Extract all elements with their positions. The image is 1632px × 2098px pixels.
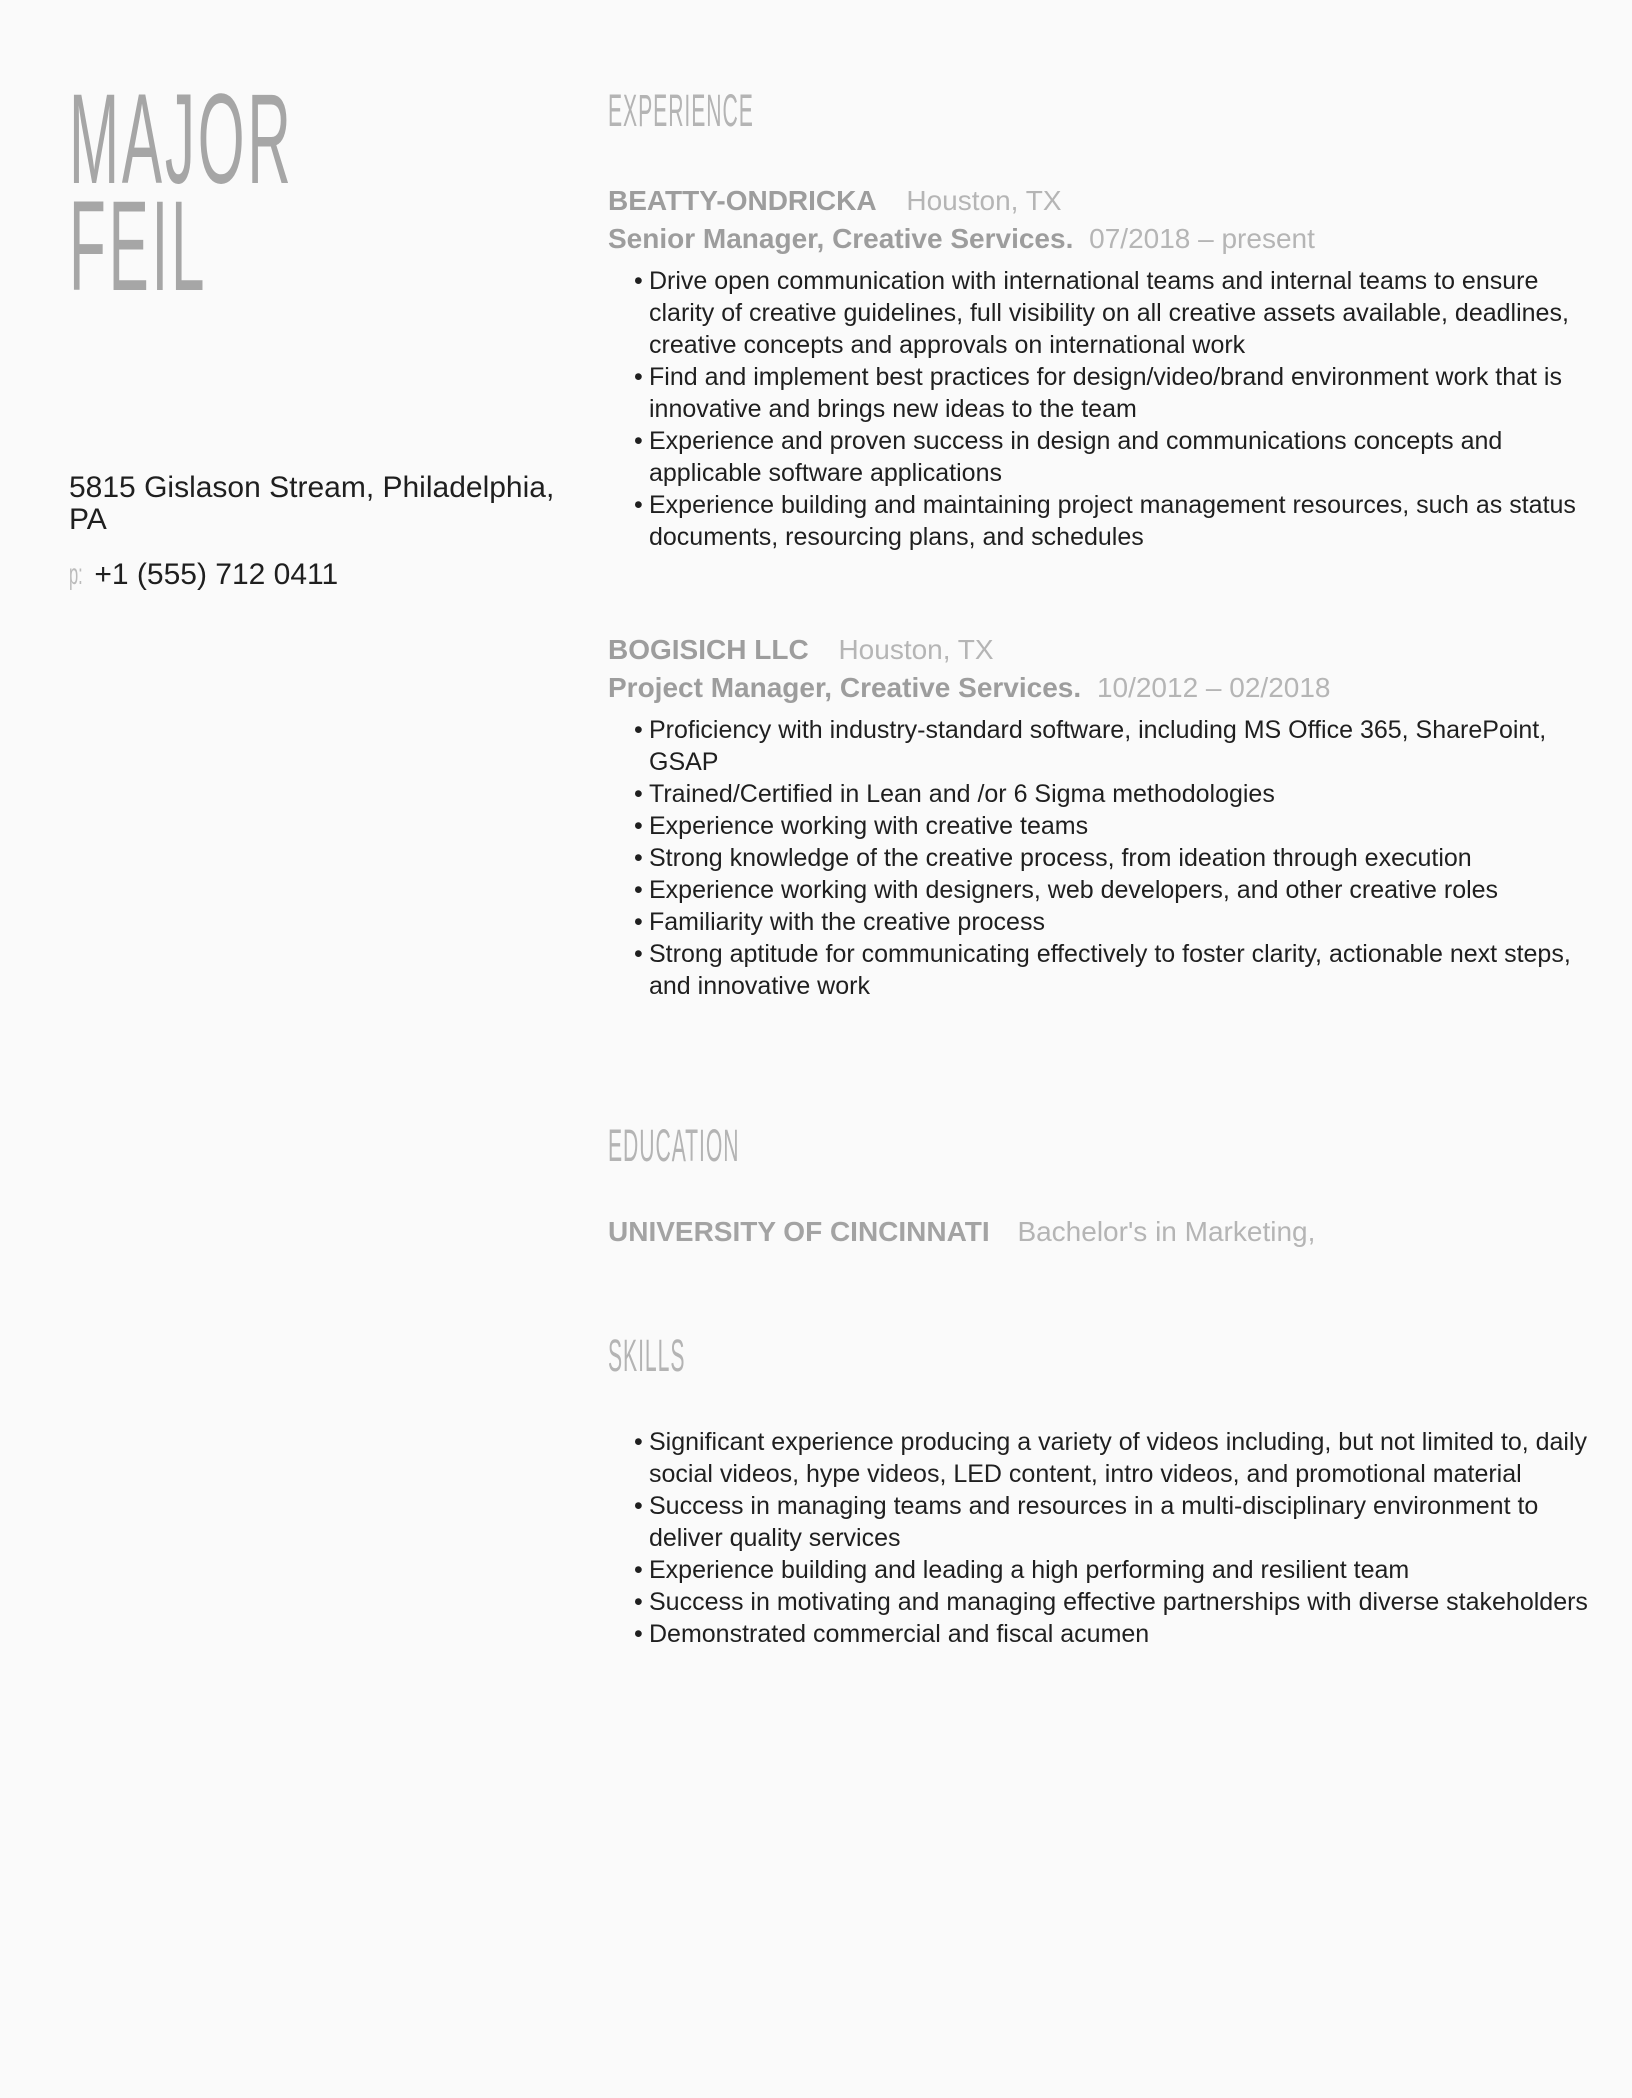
job-bullet: • Familiarity with the creative process xyxy=(649,906,1589,938)
degree: Bachelor's in Marketing, xyxy=(1017,1216,1316,1247)
job-bullet-list xyxy=(608,714,1589,1002)
skill-bullet: • Demonstrated commercial and fiscal acumen xyxy=(649,1618,1589,1650)
job-dates: 10/2012 – 02/2018 xyxy=(1096,672,1331,703)
job-title: Senior Manager, Creative Services. xyxy=(608,223,1074,254)
job-title-line xyxy=(608,671,1608,705)
job-bullet: • Strong knowledge of the creative process, from ideation through execution xyxy=(649,842,1589,874)
company-line xyxy=(608,184,1608,218)
job-title: Project Manager, Creative Services. xyxy=(608,672,1082,703)
job-bullet: • Find and implement best practices for design/video/brand environment work that is innovative and brings new ideas to the team xyxy=(649,361,1589,425)
job-title-line xyxy=(608,222,1608,256)
company-name: BOGISICH LLC xyxy=(608,634,809,665)
skill-bullet: • Experience building and leading a high performing and resilient team xyxy=(649,1554,1589,1586)
left-column xyxy=(69,0,589,591)
company-name: BEATTY-ONDRICKA xyxy=(608,185,877,216)
education-entry xyxy=(608,1215,1608,1249)
job-bullet: • Experience and proven success in design and communications concepts and applicable software applications xyxy=(649,425,1589,489)
job-entry xyxy=(608,633,1608,1002)
candidate-last-name: FEIL xyxy=(69,175,208,318)
job-bullet: • Trained/Certified in Lean and /or 6 Sigma methodologies xyxy=(649,778,1589,810)
company-line xyxy=(608,633,1608,667)
candidate-first-name: MAJOR xyxy=(69,68,294,211)
job-bullet: • Proficiency with industry-standard software, including MS Office 365, SharePoint, GSAP xyxy=(649,714,1589,778)
job-bullet: • Strong aptitude for communicating effectively to foster clarity, actionable next steps, and innovative work xyxy=(649,938,1589,1002)
main-column xyxy=(608,0,1608,1650)
job-bullet: • Drive open communication with international teams and internal teams to ensure clarity of creative guidelines, full visibility on all creative assets available, deadlines, creative concepts and approvals on international work xyxy=(649,265,1589,361)
job-dates: 07/2018 – present xyxy=(1089,223,1315,254)
job-entry xyxy=(608,184,1608,553)
skill-bullet: • Significant experience producing a variety of videos including, but not limited to, daily social videos, hype videos, LED content, intro videos, and promotional material xyxy=(649,1426,1589,1490)
phone-label: p: xyxy=(69,558,83,591)
skills-bullet-list xyxy=(608,1426,1589,1650)
job-bullet: • Experience building and maintaining project management resources, such as status documents, resourcing plans, and schedules xyxy=(649,489,1589,553)
skills-section-heading: SKILLS xyxy=(608,1330,686,1381)
experience-section-heading: EXPERIENCE xyxy=(608,85,754,136)
phone-number: +1 (555) 712 0411 xyxy=(94,558,339,591)
skill-bullet: • Success in motivating and managing effective partnerships with diverse stakeholders xyxy=(649,1586,1589,1618)
candidate-name xyxy=(69,68,313,318)
education-section-heading: EDUCATION xyxy=(608,1120,740,1171)
company-location: Houston, TX xyxy=(838,634,994,665)
address: 5815 Gislason Stream, Philadelphia, PA xyxy=(69,471,555,536)
school-name: UNIVERSITY OF CINCINNATI xyxy=(608,1216,990,1247)
skill-bullet: • Success in managing teams and resources in a multi-disciplinary environment to deliver quality services xyxy=(649,1490,1589,1554)
job-bullet: • Experience working with designers, web developers, and other creative roles xyxy=(649,874,1589,906)
company-location: Houston, TX xyxy=(906,185,1062,216)
job-bullet-list xyxy=(608,265,1589,553)
phone-row xyxy=(69,559,589,591)
job-bullet: • Experience working with creative teams xyxy=(649,810,1589,842)
